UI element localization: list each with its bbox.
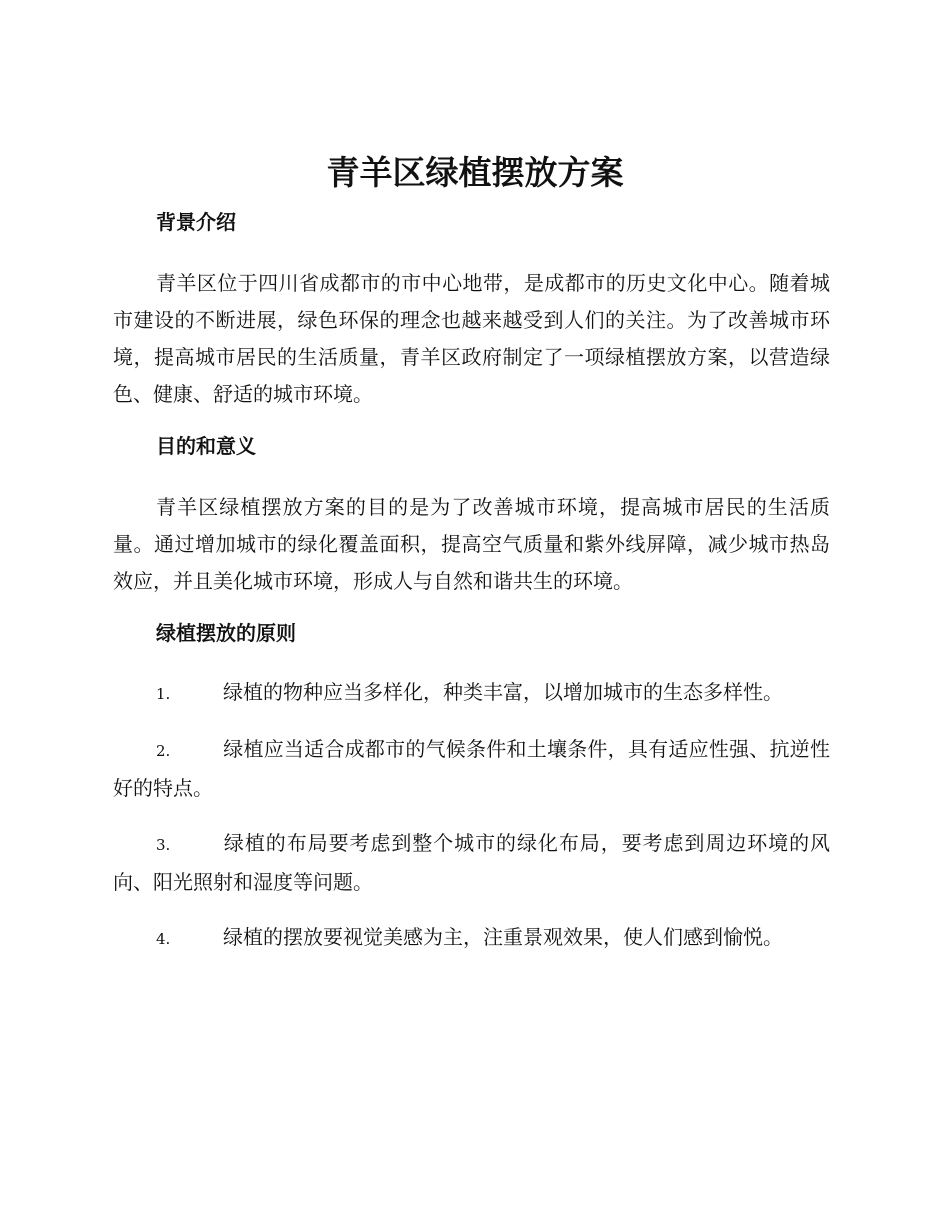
list-item-number: 4.	[156, 930, 171, 948]
list-item-number: 1.	[156, 685, 171, 703]
list-item-number: 3.	[156, 836, 171, 854]
list-item-text: 绿植的物种应当多样化，种类丰富，以增加城市的生态多样性。	[223, 680, 783, 704]
list-item-number: 2.	[156, 742, 171, 760]
list-item	[113, 919, 830, 958]
section-heading-background: 背景介绍	[156, 210, 236, 234]
list-item	[113, 674, 830, 713]
list-item	[113, 825, 830, 901]
document-body	[113, 196, 830, 958]
paragraph-purpose: 青羊区绿植摆放方案的目的是为了改善城市环境，提高城市居民的生活质量。通过增加城市的绿化覆盖面积，提高空气质量和紫外线屏障，减少城市热岛效应，并且美化城市环境，形成人与自然和谐共生的环境。	[113, 495, 830, 593]
list-item-text: 绿植应当适合成都市的气候条件和土壤条件，具有适应性强、抗逆性好的特点。	[113, 737, 830, 800]
list-item-text: 绿植的摆放要视觉美感为主，注重景观效果，使人们感到愉悦。	[223, 925, 783, 949]
section-heading-principles: 绿植摆放的原则	[156, 621, 296, 645]
list-item-text: 绿植的布局要考虑到整个城市的绿化布局，要考虑到周边环境的风向、阳光照射和湿度等问题。	[113, 831, 830, 894]
section-heading-purpose: 目的和意义	[156, 434, 256, 458]
paragraph-background: 青羊区位于四川省成都市的市中心地带，是成都市的历史文化中心。随着城市建设的不断进展，绿色环保的理念也越来越受到人们的关注。为了改善城市环境，提高城市居民的生活质量，青羊区政府制定了一项绿植摆放方案，以营造绿色、健康、舒适的城市环境。	[113, 271, 830, 406]
document-title: 青羊区绿植摆放方案	[326, 153, 624, 192]
list-item	[113, 731, 830, 807]
